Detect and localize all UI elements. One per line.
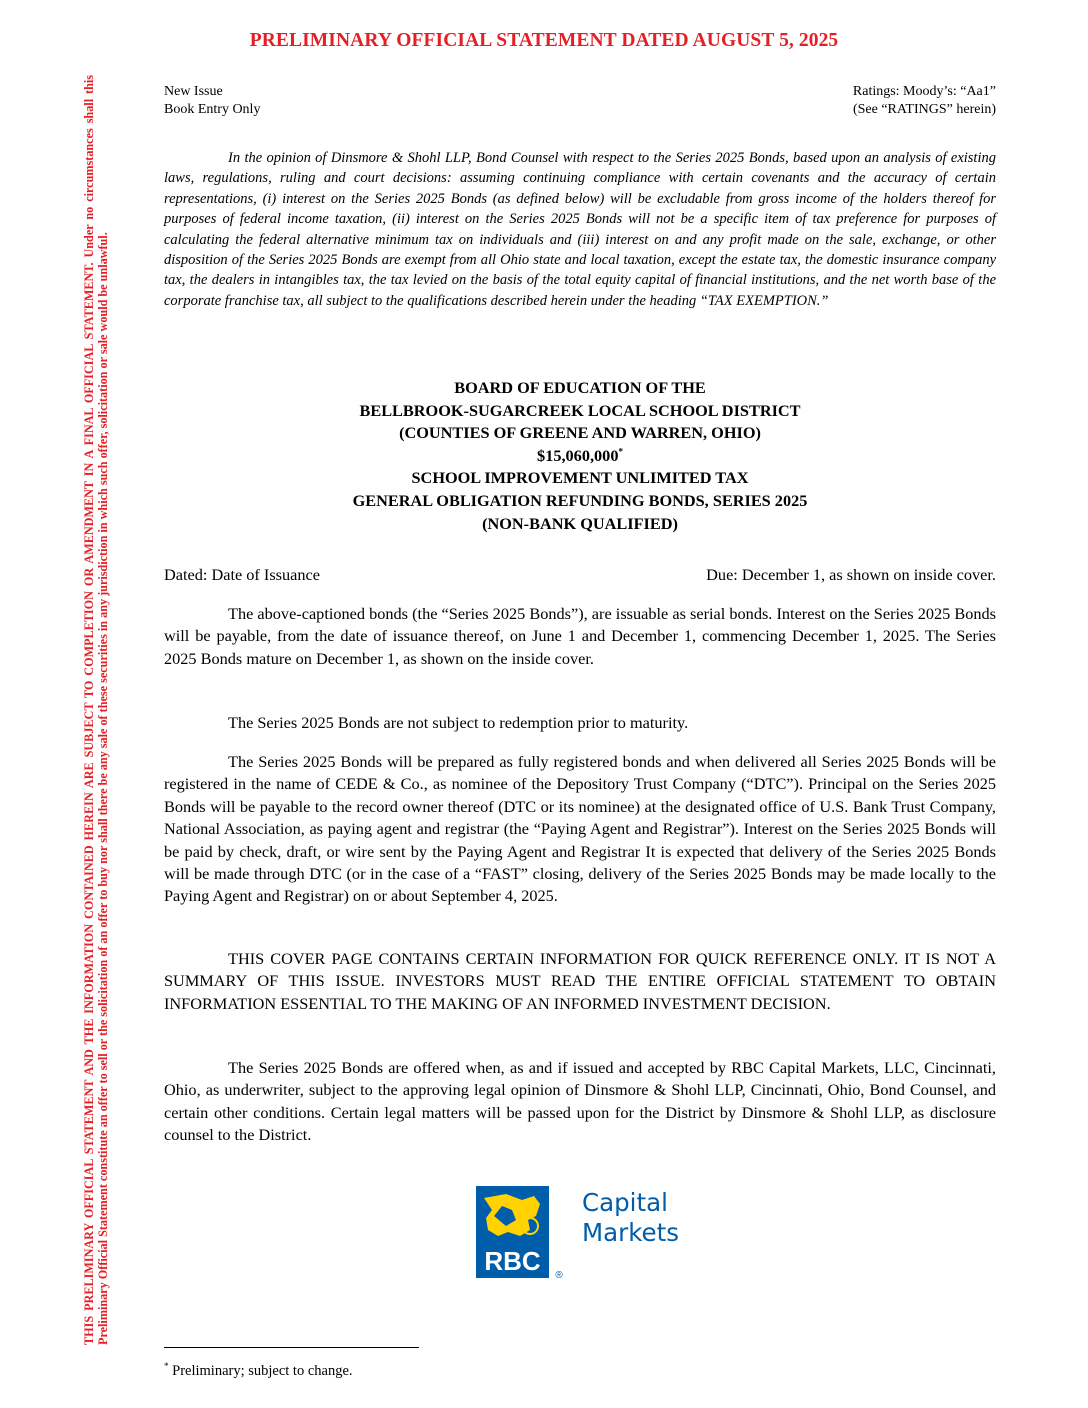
amount-footnote-mark: * <box>618 446 623 457</box>
para-underwriter: The Series 2025 Bonds are offered when, as and if issued and accepted by RBC Capital Markets, LLC, Cincinnati, Ohio, as underwriter, subject to the approving legal opinion of Dinsmore & Shohl LLP, Cincinnati, Ohio, Bond Counsel, and certain other conditions. Certain legal matters will be passed upon for the District by Dinsmore & Shohl LLP, as disclosure counsel to the District. <box>164 1058 996 1145</box>
logo-word-capital: Capital <box>582 1188 668 1217</box>
title-amount: $15,060,000 <box>537 445 619 465</box>
footnote-divider <box>164 1347 419 1348</box>
side-notice-container <box>83 75 123 1345</box>
shield-text: RBC <box>484 1246 541 1276</box>
para-bonds-description: The above-captioned bonds (the “Series 2025 Bonds”), are issuable as serial bonds. Interest on the Series 2025 Bonds will be payable, from the date of issuance thereof, on June 1 and December 1, commencing December 1, 2025. The Series 2025 Bonds mature on December 1, as shown on the inside cover. <box>164 604 996 668</box>
footnote <box>164 1362 353 1380</box>
side-disclaimer: THIS PRELIMINARY OFFICIAL STATEMENT AND THE INFORMATION CONTAINED HEREIN ARE SUBJECT TO COMPLETION OR AMENDMENT IN A FINAL OFFICIAL STATEMENT. Under no circumstances shall this Preliminary Official Statement constitute an offer to sell or the solicitation of an offer to buy nor shall there be any sale of these securities in any jurisdiction in which such offer, solicitation or sale would be unlawful. <box>82 75 110 1345</box>
rbc-capital-markets-logo <box>476 1186 688 1280</box>
dated-text: Dated: Date of Issuance <box>164 565 320 584</box>
registered-mark: ® <box>555 1270 563 1280</box>
para-redemption: The Series 2025 Bonds are not subject to redemption prior to maturity. <box>228 713 689 732</box>
ratings-note: (See “RATINGS” herein) <box>852 102 996 117</box>
logo-wordmark <box>582 1188 679 1248</box>
para-cover-notice: THIS COVER PAGE CONTAINS CERTAIN INFORMATION FOR QUICK REFERENCE ONLY. IT IS NOT A SUMMARY OF THIS ISSUE. INVESTORS MUST READ THE ENTIRE OFFICIAL STATEMENT TO OBTAIN INFORMATION ESSENTIAL TO THE MAKING OF AN INFORMED INVESTMENT DECISION. <box>164 949 996 1013</box>
bond-title <box>164 377 996 535</box>
rbc-shield-icon <box>476 1186 568 1280</box>
preliminary-banner: PRELIMINARY OFFICIAL STATEMENT DATED AUGUST 5, 2025 <box>249 30 839 51</box>
entry-type: Book Entry Only <box>164 102 261 117</box>
tax-opinion: In the opinion of Dinsmore & Shohl LLP, Bond Counsel with respect to the Series 2025 Bonds, based upon an analysis of existing laws, regulations, ruling and court decisions: assuming continuing compliance with certain covenants and the accuracy of certain representations, (i) interest on the Series 2025 Bonds (as defined below) will be excludable from gross income of the holders thereof for purposes of federal income taxation, (ii) interest on the Series 2025 Bonds will not be a specific item of tax preference for purposes of calculating the federal alternative minimum tax on individuals and (iii) interest on and any profit made on the sale, exchange, or other disposition of the Series 2025 Bonds are exempt from all Ohio state and local taxation, except the estate tax, the domestic insurance company tax, the dealers in intangibles tax, the tax levied on the basis of the total equity capital of financial institutions, and the net worth base of the corporate franchise tax, all subject to the qualifications described herein under the heading “TAX EXEMPTION.” <box>164 150 996 309</box>
footnote-text: Preliminary; subject to change. <box>168 1363 353 1379</box>
issue-type: New Issue <box>164 84 223 99</box>
title-line-refunding: GENERAL OBLIGATION REFUNDING BONDS, SERIES 2025 <box>352 490 808 510</box>
logo-word-markets: Markets <box>582 1218 679 1247</box>
title-line-board: BOARD OF EDUCATION OF THE <box>454 378 706 397</box>
ratings-info <box>853 83 996 119</box>
title-amount-line <box>164 445 996 468</box>
ratings: Ratings: Moody’s: “Aa1” <box>852 84 996 99</box>
title-line-counties: (COUNTIES OF GREENE AND WARREN, OHIO) <box>399 423 761 443</box>
issue-info <box>164 83 260 119</box>
title-line-improvement: SCHOOL IMPROVEMENT UNLIMITED TAX <box>411 468 749 488</box>
title-line-district: BELLBROOK-SUGARCREEK LOCAL SCHOOL DISTRICT <box>359 400 801 420</box>
due-text: Due: December 1, as shown on inside cover. <box>706 565 996 584</box>
title-line-qualified: (NON-BANK QUALIFIED) <box>482 513 678 533</box>
footnote-mark: * <box>164 1361 169 1372</box>
para-registration: The Series 2025 Bonds will be prepared as fully registered bonds and when delivered all Series 2025 Bonds will be registered in the name of CEDE & Co., as nominee of the Depository Trust Company (“DTC”). Principal on the Series 2025 Bonds will be payable to the record owner thereof (DTC or its nominee) at the designated office of U.S. Bank Trust Company, National Association, as paying agent and registrar (the “Paying Agent and Registrar”). Interest on the Series 2025 Bonds will be paid by check, draft, or wire sent by the Paying Agent and Registrar It is expected that delivery of the Series 2025 Bonds will be made through DTC (or in the case of a “FAST” closing, delivery of the Series 2025 Bonds may be made locally to the Paying Agent and Registrar) on or about September 4, 2025. <box>164 752 996 906</box>
